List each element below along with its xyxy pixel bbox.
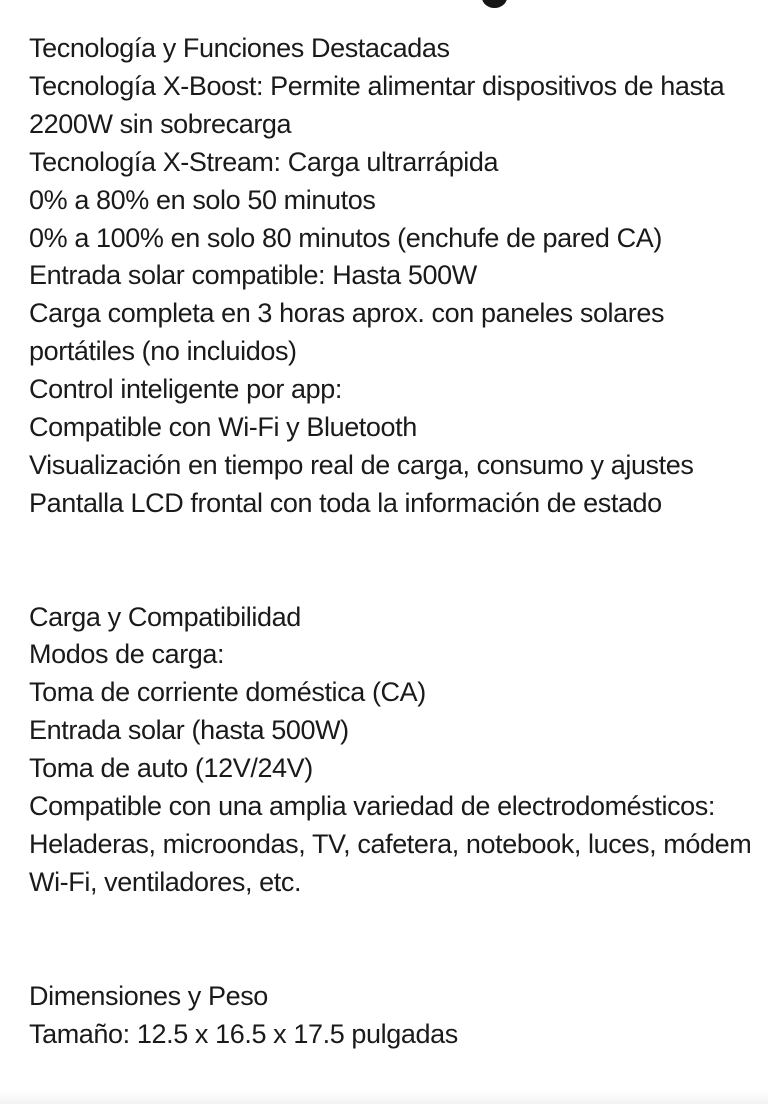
description-line: Modos de carga: — [29, 639, 225, 670]
description-line: Visualización en tiempo real de carga, consumo y ajustes — [29, 449, 694, 480]
description-line: Tamaño: 12.5 x 16.5 x 17.5 pulgadas — [29, 1018, 458, 1049]
section-title: Tecnología y Funciones Destacadas — [29, 33, 450, 63]
bottom-sheet-edge — [0, 1090, 768, 1104]
description-line: Tecnología X-Stream: Carga ultrarrápida — [29, 146, 499, 177]
description-line: Carga completa en 3 horas aprox. con paneles solares — [29, 298, 665, 329]
description-line: 0% a 80% en solo 50 minutos — [29, 184, 376, 215]
description-line: Entrada solar (hasta 500W) — [29, 715, 349, 746]
description-line: Toma de auto (12V/24V) — [29, 753, 313, 784]
section-charging-compatibility — [29, 599, 750, 902]
description-line: Toma de corriente doméstica (CA) — [29, 677, 426, 708]
section-title: Carga y Compatibilidad — [29, 601, 301, 632]
description-line: 2200W sin sobrecarga — [29, 108, 292, 139]
description-line: 0% a 100% en solo 80 minutos (enchufe de pared CA) — [29, 222, 662, 253]
section-title: Dimensiones y Peso — [29, 980, 268, 1011]
description-line: Pantalla LCD frontal con toda la información de estado — [29, 487, 662, 518]
description-line: Heladeras, microondas, TV, cafetera, notebook, luces, módem — [29, 829, 752, 860]
description-line: Tecnología X-Boost: Permite alimentar dispositivos de hasta — [29, 70, 725, 101]
description-line: portátiles (no incluidos) — [29, 336, 297, 367]
description-line: Entrada solar compatible: Hasta 500W — [29, 260, 477, 291]
description-line: Control inteligente por app: — [29, 374, 343, 405]
description-line: Compatible con Wi-Fi y Bluetooth — [29, 412, 417, 443]
description-line: Compatible con una amplia variedad de electrodomésticos: — [29, 791, 715, 822]
section-dimensions-weight — [29, 978, 750, 1054]
section-tech-features — [29, 30, 750, 523]
description-line: Wi-Fi, ventiladores, etc. — [29, 866, 302, 897]
